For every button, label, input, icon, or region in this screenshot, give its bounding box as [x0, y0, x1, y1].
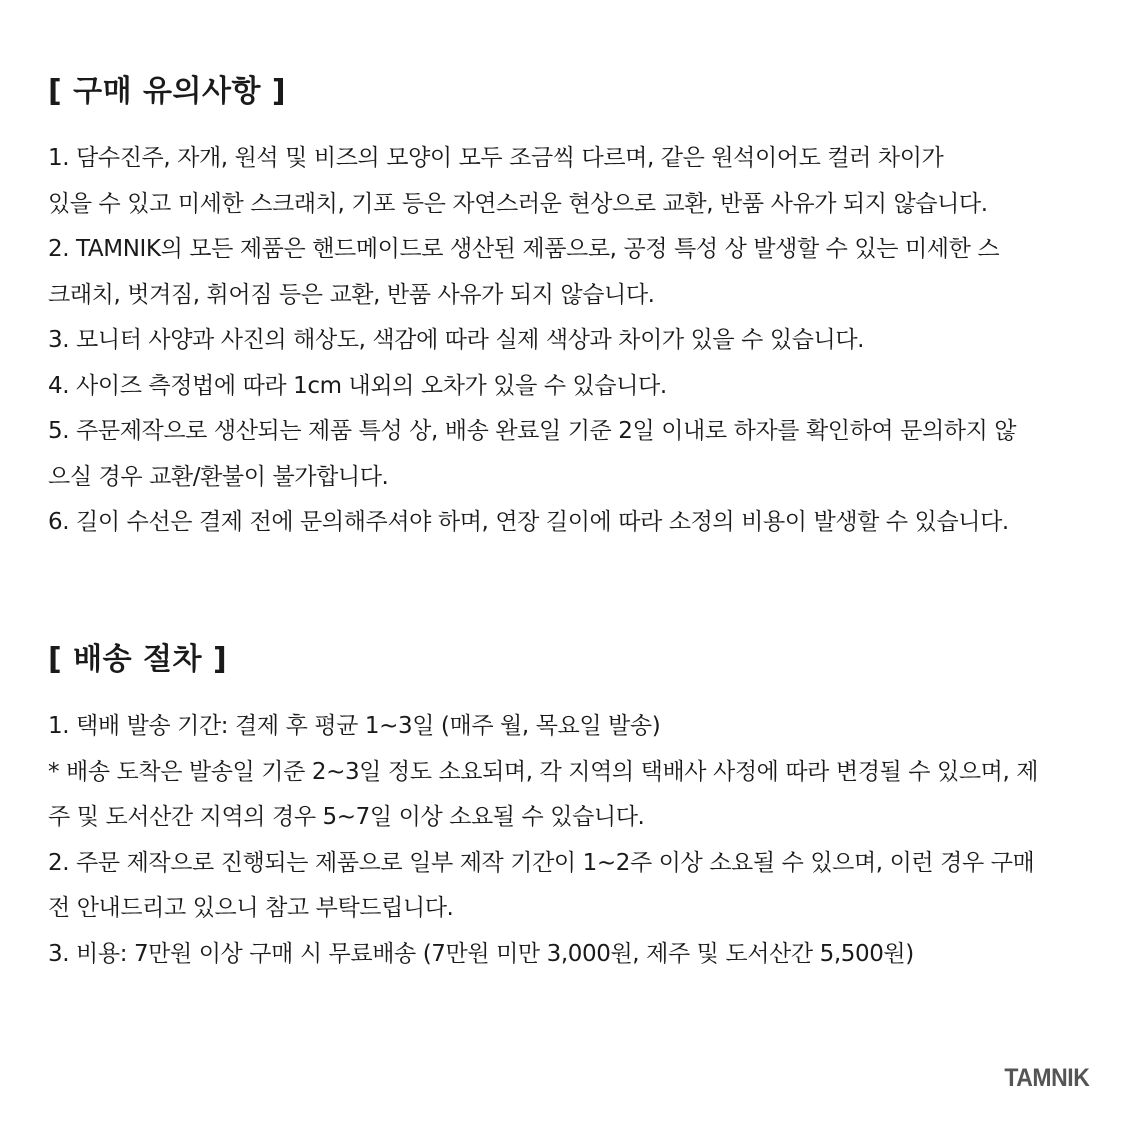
purchase-notice-line: 1. 담수진주, 자개, 원석 및 비즈의 모양이 모두 조금씩 다르며, 같은 원석이어도 컬러 차이가	[48, 145, 944, 171]
purchase-notice-line: 크래치, 벗겨짐, 휘어짐 등은 교환, 반품 사유가 되지 않습니다.	[48, 281, 655, 308]
shipping-process-line: 전 안내드리고 있으니 참고 부탁드립니다.	[48, 895, 454, 921]
purchase-notice-title: [ 구매 유의사항 ]	[48, 74, 287, 109]
purchase-notice-line: 4. 사이즈 측정법에 따라 1cm 내외의 오차가 있을 수 있습니다.	[48, 372, 667, 399]
shipping-process-line: * 배송 도착은 발송일 기준 2~3일 정도 소요되며, 각 지역의 택배사 사정에 따라 변경될 수 있으며, 제	[48, 758, 1039, 785]
shipping-process-title: [ 배송 절차 ]	[48, 642, 228, 677]
purchase-notice-line: 3. 모니터 사양과 사진의 해상도, 색감에 따라 실제 색상과 차이가 있을 수 있습니다.	[48, 327, 865, 353]
purchase-notice-line: 으실 경우 교환/환불이 불가합니다.	[48, 463, 389, 490]
tamnik-logo: TAMNIK	[1004, 1064, 1089, 1092]
purchase-notice-line: 5. 주문제작으로 생산되는 제품 특성 상, 배송 완료일 기준 2일 이내로 하자를 확인하여 문의하지 않	[48, 418, 1017, 444]
shipping-process-line: 주 및 도서산간 지역의 경우 5~7일 이상 소요될 수 있습니다.	[48, 804, 645, 830]
purchase-notice-line: 있을 수 있고 미세한 스크래치, 기포 등은 자연스러운 현상으로 교환, 반품 사유가 되지 않습니다.	[48, 190, 988, 217]
shipping-process-list	[48, 704, 1088, 977]
purchase-notice-line: 6. 길이 수선은 결제 전에 문의해주셔야 하며, 연장 길이에 따라 소정의 비용이 발생할 수 있습니다.	[48, 509, 1009, 535]
shipping-process-line: 2. 주문 제작으로 진행되는 제품으로 일부 제작 기간이 1~2주 이상 소요될 수 있으며, 이런 경우 구매	[48, 849, 1035, 876]
shipping-process-section	[48, 640, 1088, 977]
purchase-notice-list	[48, 136, 1088, 546]
purchase-notice-section	[48, 72, 1088, 546]
shipping-process-line: 1. 택배 발송 기간: 결제 후 평균 1~3일 (매주 월, 목요일 발송)	[48, 713, 661, 739]
purchase-notice-line: 2. TAMNIK의 모든 제품은 핸드메이드로 생산된 제품으로, 공정 특성 상 발생할 수 있는 미세한 스	[48, 236, 1000, 262]
shipping-process-line: 3. 비용: 7만원 이상 구매 시 무료배송 (7만원 미만 3,000원, 제주 및 도서산간 5,500원)	[48, 940, 914, 967]
